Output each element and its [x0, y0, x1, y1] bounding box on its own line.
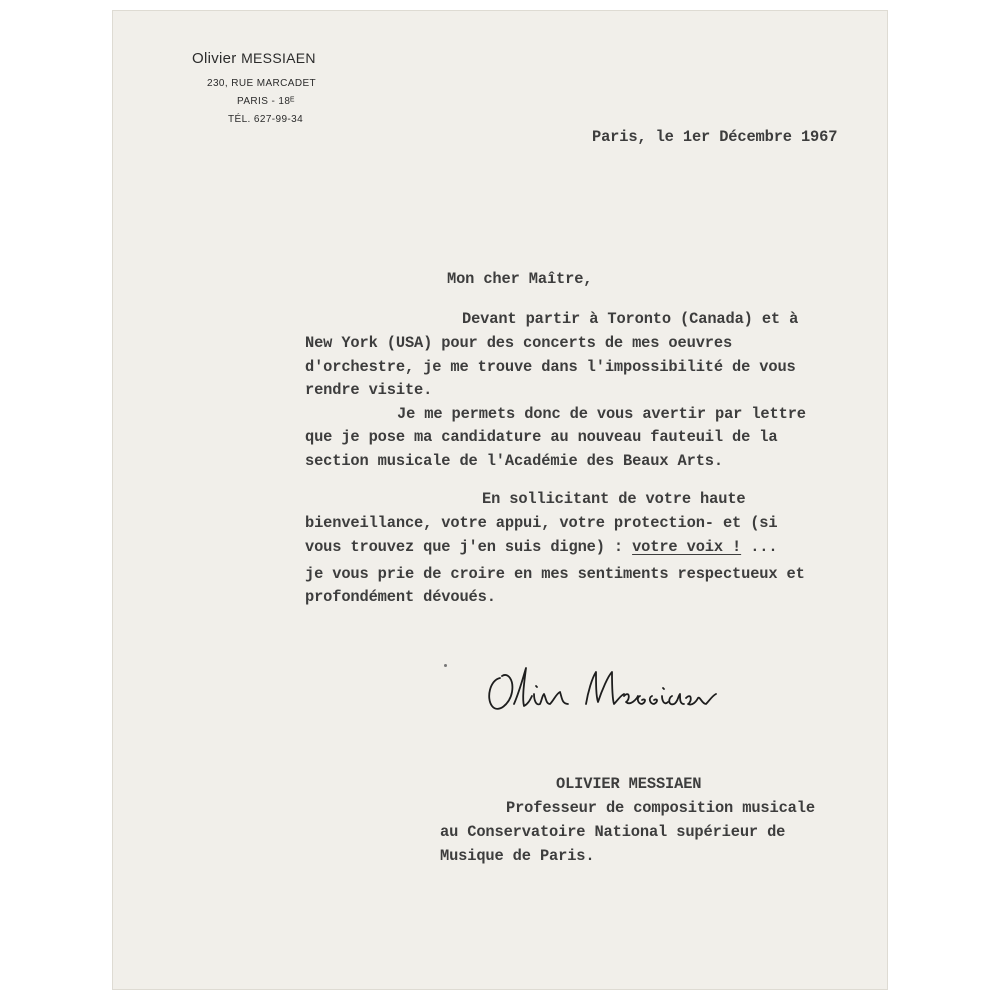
ellipsis: ...	[741, 538, 778, 556]
letterhead-city: PARIS - 18ᴱ	[237, 96, 295, 107]
body-line: bienveillance, votre appui, votre protection- et (si	[305, 514, 778, 532]
letterhead-phone: TÉL. 627-99-34	[228, 114, 304, 125]
title-line: Professeur de composition musicale	[506, 799, 815, 817]
letterhead-last-name: MESSIAEN	[241, 50, 316, 66]
title-line: au Conservatoire National supérieur de	[440, 823, 786, 841]
handwritten-signature	[484, 660, 734, 720]
letterhead-name	[192, 50, 316, 67]
closing-line: profondément dévoués.	[305, 588, 496, 606]
body-line: Devant partir à Toronto (Canada) et à	[462, 310, 799, 328]
salutation: Mon cher Maître,	[447, 270, 593, 288]
body-line: section musicale de l'Académie des Beaux Arts.	[305, 452, 723, 470]
emphasis-votre-voix: votre voix !	[632, 538, 742, 556]
letter-date: Paris, le 1er Décembre 1967	[592, 128, 838, 146]
body-line-text: vous trouvez que j'en suis digne) :	[305, 538, 633, 556]
letterhead-address: 230, RUE MARCADET	[207, 78, 317, 89]
body-line: d'orchestre, je me trouve dans l'impossibilité de vous	[305, 358, 796, 376]
body-line-emphasis	[305, 538, 777, 556]
body-line: En sollicitant de votre haute	[482, 490, 746, 508]
paper-speck	[444, 664, 447, 667]
body-line: rendre visite.	[305, 381, 433, 399]
typed-signature-name: OLIVIER MESSIAEN	[556, 775, 702, 793]
body-line: New York (USA) pour des concerts de mes oeuvres	[305, 334, 733, 352]
body-line: que je pose ma candidature au nouveau fauteuil de la	[305, 428, 778, 446]
letterhead-first-name: Olivier	[192, 50, 237, 67]
body-line: Je me permets donc de vous avertir par lettre	[397, 405, 806, 423]
title-line: Musique de Paris.	[440, 847, 595, 865]
closing-line: je vous prie de croire en mes sentiments respectueux et	[305, 565, 805, 583]
